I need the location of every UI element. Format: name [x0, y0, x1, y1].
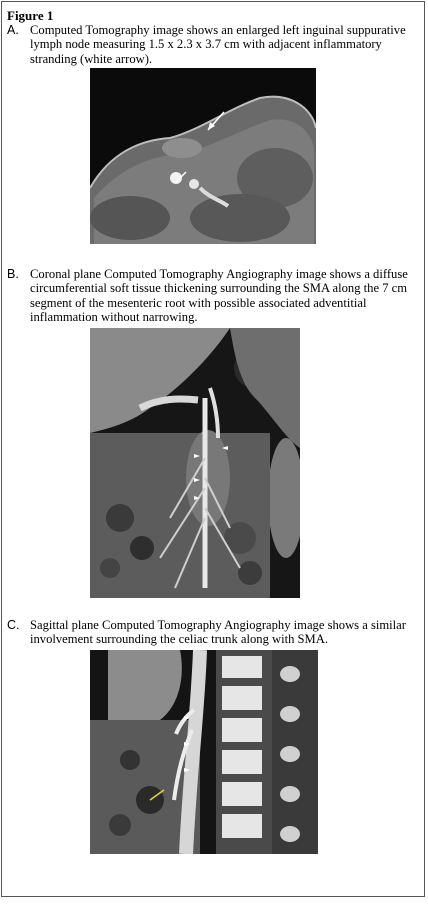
- panel-b-letter: B.: [7, 267, 19, 281]
- panel-c-sagittal-cta-image: [90, 650, 318, 854]
- panel-b-coronal-cta-image: [90, 328, 300, 598]
- panel-a-ct-image: [90, 68, 316, 244]
- panel-c-caption: Sagittal plane Computed Tomography Angiography image shows a similar involvement surrounding the celiac trunk along with SMA.: [30, 618, 406, 647]
- figure-title: Figure 1: [7, 8, 54, 23]
- panel-b-caption: Coronal plane Computed Tomography Angiography image shows a diffuse circumferential soft tissue thickening surrounding the SMA along the 7 cm segment of the mesenteric root with possible associated adventitial inflammation without narrowing.: [30, 267, 408, 324]
- panel-c-letter: C.: [7, 618, 20, 632]
- panel-a-letter: A.: [7, 23, 19, 37]
- panel-a-caption: Computed Tomography image shows an enlarged left inguinal suppurative lymph node measuring 1.5 x 2.3 x 3.7 cm with adjacent inflammatory stranding (white arrow).: [30, 23, 406, 66]
- figure-frame: [1, 1, 425, 897]
